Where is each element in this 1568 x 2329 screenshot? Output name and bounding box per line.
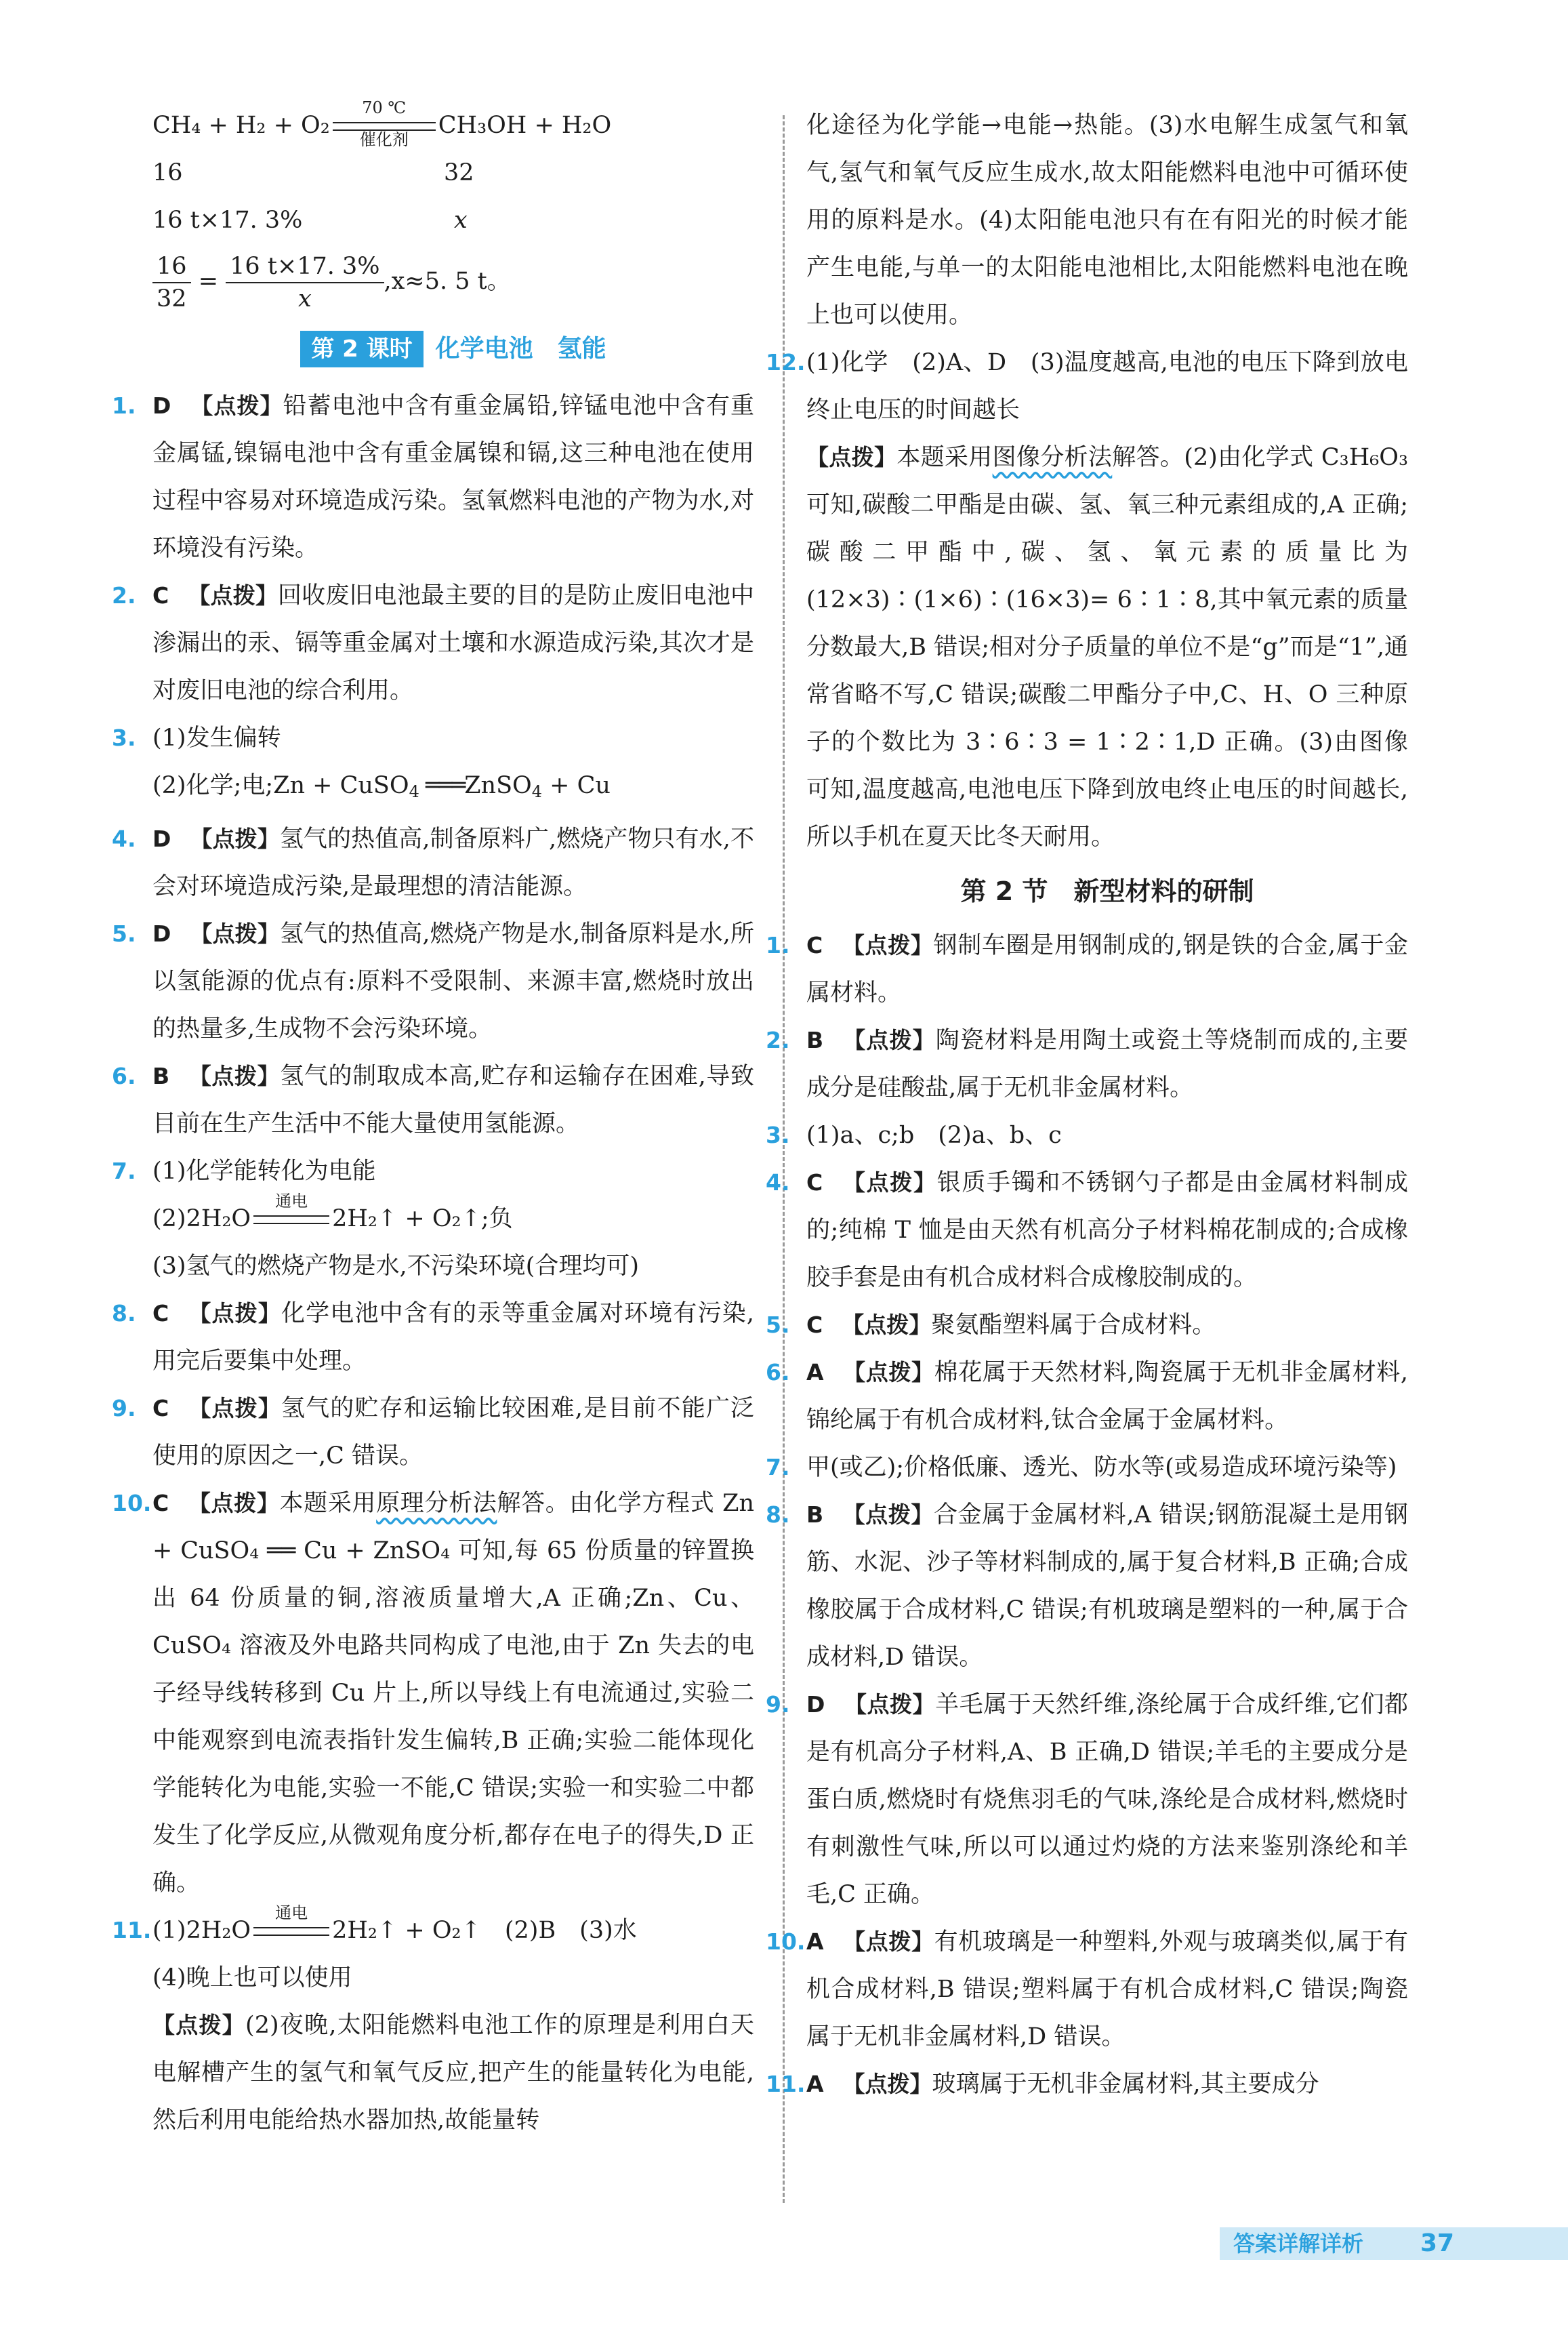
answer-item-line: 【点拨】(2)夜晚,太阳能燃料电池工作的原理是利用白天电解槽产生的氢气和氧气反应,把产生的能量转化为电能,然后利用电能给热水器加热,故能量转 bbox=[152, 2012, 754, 2134]
condition-temp: 70 ℃ bbox=[362, 98, 407, 117]
answer-item: 8. C 【点拨】化学电池中含有的汞等重金属对环境有污染,用完后要集中处理。 bbox=[112, 1300, 754, 1375]
answer-item-line: (3)氢气的燃烧产物是水,不污染环境(合理均可) bbox=[152, 1253, 640, 1280]
answer-item-line: 【点拨】本题采用图像分析法解答。(2)由化学式 C₃H₆O₃ 可知,碳酸二甲酯是由碳、氢、氧三种元素组成的,A 正确;碳酸二甲酯中,碳、氢、氧元素的质量比为(12×3)∶(1×6)∶(16×3)= 6∶1∶8,其中氧元素的质量分数最大,B 错误;相对分子质量的单位不是“g”而是“1”,通常省略不写,C 错误;碳酸二甲酯分子中,C、H、O 三种原子的个数比为 3∶6∶3 = 1∶2∶1,D 正确。(3)由图像可知,温度越高,电池电压下降到放电终止电压的时间越长,所以手机在夏天比冬天耐用。 bbox=[806, 444, 1408, 851]
answer-item: 5. C 【点拨】聚氨酯塑料属于合成材料。 bbox=[766, 1312, 1216, 1339]
page-footer bbox=[1220, 2227, 1568, 2260]
answer-item: 3. (1)发生偏转 bbox=[112, 725, 281, 752]
answer-item: 6. B 【点拨】氢气的制取成本高,贮存和运输存在困难,导致目前在生产生活中不能大量使用氢能源。 bbox=[112, 1063, 754, 1137]
calc-row1-a: 16 bbox=[152, 159, 183, 186]
condition-catalyst: 催化剂 bbox=[359, 130, 409, 149]
method-mark: 图像分析法 bbox=[992, 444, 1113, 471]
answer-item: 11. A 【点拨】玻璃属于无机非金属材料,其主要成分 bbox=[766, 2071, 1319, 2098]
left-column bbox=[112, 98, 755, 2144]
answer-item: 12. (1)化学 (2)A、D (3)温度越高,电池的电压下降到放电终止电压的时间越长 bbox=[766, 349, 1408, 424]
answer-item: 6. A 【点拨】棉花属于天然材料,陶瓷属于无机非金属材料,锦纶属于有机合成材料,钛合金属于金属材料。 bbox=[766, 1359, 1408, 1434]
answer-item: 9. D 【点拨】羊毛属于天然纤维,涤纶属于合成纤维,它们都是有机高分子材料,A、B 正确,D 错误;羊毛的主要成分是蛋白质,燃烧时有烧焦羽毛的气味,涤纶是合成材料,燃烧时有刺激性气味,所以可以通过灼烧的方法来鉴别涤纶和羊毛,C 正确。 bbox=[766, 1691, 1408, 1908]
lesson-title: 化学电池 氢能 bbox=[435, 335, 606, 363]
reaction-condition bbox=[330, 98, 438, 149]
page-number: 37 bbox=[1420, 2229, 1455, 2257]
answer-item: 9. C 【点拨】氢气的贮存和运输比较困难,是目前不能广泛使用的原因之一,C 错误。 bbox=[112, 1395, 754, 1470]
section-heading: 第 2 节 新型材料的研制 bbox=[960, 876, 1254, 906]
answer-item: 4. C 【点拨】银质手镯和不锈钢勺子都是由金属材料制成的;纯棉 T 恤是由天然有机高分子材料棉花制成的;合成橡胶手套是由有机合成材料合成橡胶制成的。 bbox=[766, 1169, 1408, 1291]
eq-products: CH₃OH + H₂O bbox=[438, 112, 612, 139]
eq-reactants: CH₄ + H₂ + O₂ bbox=[152, 112, 330, 139]
answer-item: 1. D 【点拨】铅蓄电池中含有重金属铅,锌锰电池中含有重金属锰,镍镉电池中含有重金属镍和镉,这三种电池在使用过程中容易对环境造成污染。氢氧燃料电池的产物为水,对环境没有污染。 bbox=[112, 392, 755, 562]
answer-item: 5. D 【点拨】氢气的热值高,燃烧产物是水,制备原料是水,所以氢能源的优点有:原料不受限制、来源丰富,燃烧时放出的热量多,生成物不会污染环境。 bbox=[112, 920, 755, 1042]
answer-item: 3. (1)a、c;b (2)a、b、c bbox=[766, 1122, 1062, 1149]
equals-sign: = bbox=[198, 268, 219, 295]
calc-row2-a: 16 t×17. 3% bbox=[152, 207, 303, 234]
answer-item: 7. (1)化学能转化为电能 bbox=[112, 1158, 376, 1185]
answer-item: 2. B 【点拨】陶瓷材料是用陶土或瓷土等烧制而成的,主要成分是硅酸盐,属于无机非金属材料。 bbox=[766, 1027, 1409, 1101]
answer-item: 11. (1)2H₂O 通电 2H₂↑ + O₂↑ (2)B (3)水 bbox=[112, 1903, 637, 1944]
lesson-heading bbox=[152, 325, 754, 377]
fraction-1: $\frac{16}{32}$ bbox=[152, 251, 191, 315]
calc-row2-b: x bbox=[454, 207, 468, 234]
calc-equation bbox=[152, 98, 754, 149]
calc-result: ,x≈5. 5 t。 bbox=[384, 268, 511, 295]
answer-item: 1. C 【点拨】钢制车圈是用钢制成的,钢是铁的合金,属于金属材料。 bbox=[766, 932, 1408, 1007]
fraction-2: $\frac{16 t\times 17. 3\%}{x}$ bbox=[226, 251, 384, 315]
answer-item: 4. D 【点拨】氢气的热值高,制备原料广,燃烧产物只有水,不会对环境造成污染,是最理想的清洁能源。 bbox=[112, 826, 755, 900]
calc-row1-b: 32 bbox=[444, 159, 474, 186]
answer-item: 10. A 【点拨】有机玻璃是一种塑料,外观与玻璃类似,属于有机合成材料,B 错误;塑料属于有机合成材料,C 错误;陶瓷属于无机非金属材料,D 错误。 bbox=[766, 1928, 1408, 2050]
answer-item: 10. C 【点拨】本题采用原理分析法解答。由化学方程式 Zn + CuSO₄ ══ Cu + ZnSO₄ 可知,每 65 份质量的锌置换出 64 份质量的铜,溶液质量增大,A 正确;Zn、Cu、CuSO₄ 溶液及外电路共同构成了电池,由于 Zn 失去的电子经导线转移到 Cu 片上,所以导线上有电流通过,实验二中能观察到电流表指针发生偏转,B 正确;实验二能体现化学能转化为电能,实验一不能,C 错误;实验一和实验二中都发生了化学反应,从微观角度分析,都存在电子的得失,D 正确。 bbox=[112, 1490, 754, 1897]
calc-row-1 bbox=[152, 149, 754, 197]
lesson-badge: 第 2 课时 bbox=[300, 331, 423, 367]
method-mark: 原理分析法 bbox=[376, 1490, 497, 1517]
answer-item-line: (4)晚上也可以使用 bbox=[152, 1964, 352, 1991]
footer-label: 答案详解详析 bbox=[1233, 2231, 1364, 2256]
answer-item: 7. 甲(或乙);价格低廉、透光、防水等(或易造成环境污染等) bbox=[766, 1454, 1397, 1481]
answer-item: 2. C 【点拨】回收废旧电池最主要的目的是防止废旧电池中渗漏出的汞、镉等重金属对土壤和水源造成污染,其次才是对废旧电池的综合利用。 bbox=[112, 582, 754, 704]
right-column bbox=[766, 102, 1409, 2108]
calc-proportion bbox=[152, 244, 754, 319]
answer-item-line: (2)化学;电;Zn + CuSO$_4$ ═══ZnSO$_4$ + Cu bbox=[152, 772, 611, 801]
answer-item-line: (2)2H₂O 通电 2H₂↑ + O₂↑;负 bbox=[152, 1192, 513, 1232]
answer-item: 8. B 【点拨】合金属于金属材料,A 错误;钢筋混凝土是用钢筋、水泥、沙子等材料制成的,属于复合材料,B 正确;合成橡胶属于合成材料,C 错误;有机玻璃是塑料的一种,属于合成材料,D 错误。 bbox=[766, 1501, 1409, 1671]
calc-row-2 bbox=[152, 197, 754, 244]
continued-text: 化途径为化学能→电能→热能。(3)水电解生成氢气和氧气,氢气和氧气反应生成水,故太阳能燃料电池中可循环使用的原料是水。(4)太阳能电池只有在有阳光的时候才能产生电能,与单一的太阳能电池相比,太阳能燃料电池在晚上也可以使用。 bbox=[806, 112, 1408, 329]
